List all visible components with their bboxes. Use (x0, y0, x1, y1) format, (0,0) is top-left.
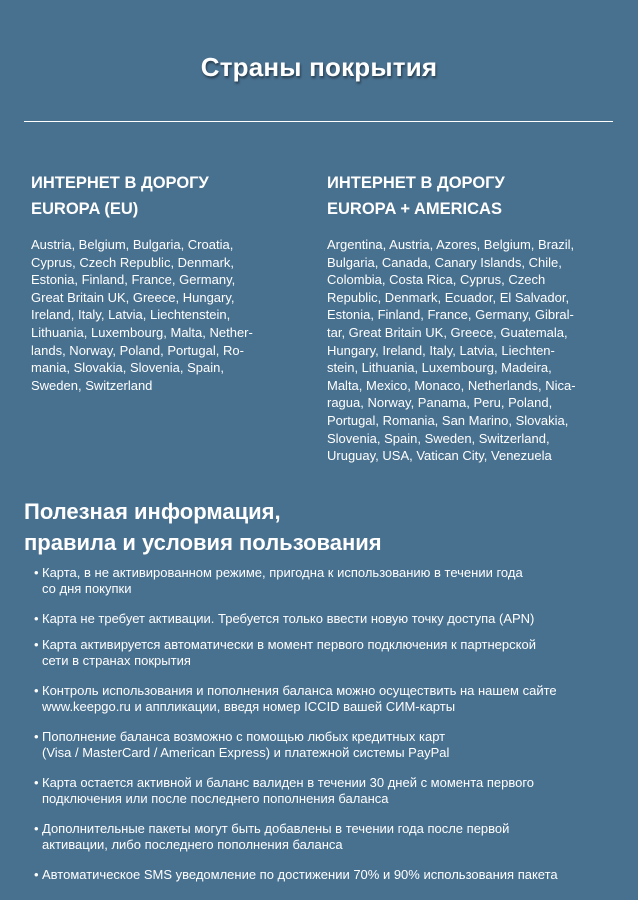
info-line: www.keepgo.ru и аппликации, введя номер ICCID вашей СИМ-карты (42, 699, 456, 714)
info-line: сети в странах покрытия (42, 653, 191, 668)
info-line: со дня покупки (42, 581, 132, 596)
info-line: (Visa / MasterCard / American Express) и платежной системы PayPal (42, 745, 450, 760)
coverage-column-europa-americas (327, 170, 602, 465)
country-line: Cyprus, Czech Republic, Denmark, (31, 254, 235, 270)
section-title-line: правила и условия пользования (24, 530, 382, 555)
info-item (36, 775, 616, 821)
bullet-icon: • (34, 729, 39, 744)
info-line: Автоматическое SMS уведомление по достижении 70% и 90% использования пакета (42, 867, 558, 882)
bullet-icon: • (34, 637, 39, 652)
info-line: Карта активируется автоматически в момент первого подключения к партнерской (42, 637, 536, 652)
bullet-icon: • (34, 775, 39, 790)
info-line: Карта не требует активации. Требуется только ввести новую точку доступа (APN) (42, 611, 535, 626)
title-divider (24, 121, 613, 122)
country-list (327, 236, 602, 465)
country-line: Slovenia, Spain, Sweden, Switzerland, (327, 430, 550, 446)
country-line: Portugal, Romania, San Marino, Slovakia, (327, 412, 569, 428)
heading-line: EUROPA + AMERICAS (327, 200, 502, 218)
country-line: Uruguay, USA, Vatican City, Venezuela (327, 448, 552, 464)
info-line: Карта остается активной и баланс валиден в течении 30 дней с момента первого (42, 775, 535, 790)
info-item (36, 637, 616, 683)
country-line: Bulgaria, Canada, Canary Islands, Chile, (327, 254, 562, 270)
country-list (31, 236, 293, 394)
heading-line: EUROPA (EU) (31, 200, 139, 218)
page-title: Страны покрытия (200, 52, 438, 82)
country-line: Estonia, Finland, France, Germany, Gibral- (327, 307, 574, 323)
country-line: Austria, Belgium, Bulgaria, Croatia, (31, 237, 234, 252)
heading-line: ИНТЕРНЕТ В ДОРОГУ (31, 174, 209, 192)
column-heading (327, 170, 602, 222)
country-line: Malta, Mexico, Monaco, Netherlands, Nica- (327, 377, 576, 393)
bullet-icon: • (34, 611, 39, 626)
country-line: Great Britain UK, Greece, Hungary, (31, 289, 235, 305)
country-line: Lithuania, Luxembourg, Malta, Nether- (31, 324, 253, 340)
section-title-line: Полезная информация, (24, 499, 281, 524)
country-line: Estonia, Finland, France, Germany, (31, 272, 236, 288)
country-line: stein, Lithuania, Luxembourg, Madeira, (327, 360, 552, 376)
country-line: tar, Great Britain UK, Greece, Guatemala, (327, 324, 568, 340)
bullet-icon: • (34, 683, 39, 698)
country-line: Republic, Denmark, Ecuador, El Salvador, (327, 289, 570, 305)
bullet-icon: • (34, 565, 39, 580)
info-section-title (24, 496, 614, 558)
column-heading (31, 170, 293, 222)
info-item (36, 821, 616, 867)
country-line: Hungary, Ireland, Italy, Latvia, Liechten- (327, 342, 555, 358)
info-line: Пополнение баланса возможно с помощью любых кредитных карт (42, 729, 446, 744)
info-item (36, 867, 616, 883)
country-line: Colombia, Costa Rica, Cyprus, Czech (327, 272, 546, 288)
info-line: Дополнительные пакеты могут быть добавлены в течении года после первой (42, 821, 510, 836)
country-line: Ireland, Italy, Latvia, Liechtenstein, (31, 307, 231, 323)
bullet-icon: • (34, 821, 39, 836)
info-bullet-list (36, 565, 616, 883)
country-line: mania, Slovakia, Slovenia, Spain, (31, 360, 224, 376)
country-line: Sweden, Switzerland (31, 377, 153, 393)
info-item (36, 565, 616, 611)
info-item (36, 611, 616, 637)
bullet-icon: • (34, 867, 39, 882)
info-item (36, 683, 616, 729)
info-line: активации, либо последнего пополнения баланса (42, 837, 343, 852)
country-line: ragua, Norway, Panama, Peru, Poland, (327, 395, 553, 411)
info-item (36, 729, 616, 775)
info-line: подключения или после последнего пополнения баланса (42, 791, 389, 806)
country-line: Argentina, Austria, Azores, Belgium, Brazil, (327, 237, 575, 252)
coverage-column-europa-eu (31, 170, 293, 394)
info-line: Карта, в не активированном режиме, пригодна к использованию в течении года (42, 565, 523, 580)
country-line: lands, Norway, Poland, Portugal, Ro- (31, 342, 244, 358)
heading-line: ИНТЕРНЕТ В ДОРОГУ (327, 174, 505, 192)
info-line: Контроль использования и пополнения баланса можно осуществить на нашем сайте (42, 683, 557, 698)
